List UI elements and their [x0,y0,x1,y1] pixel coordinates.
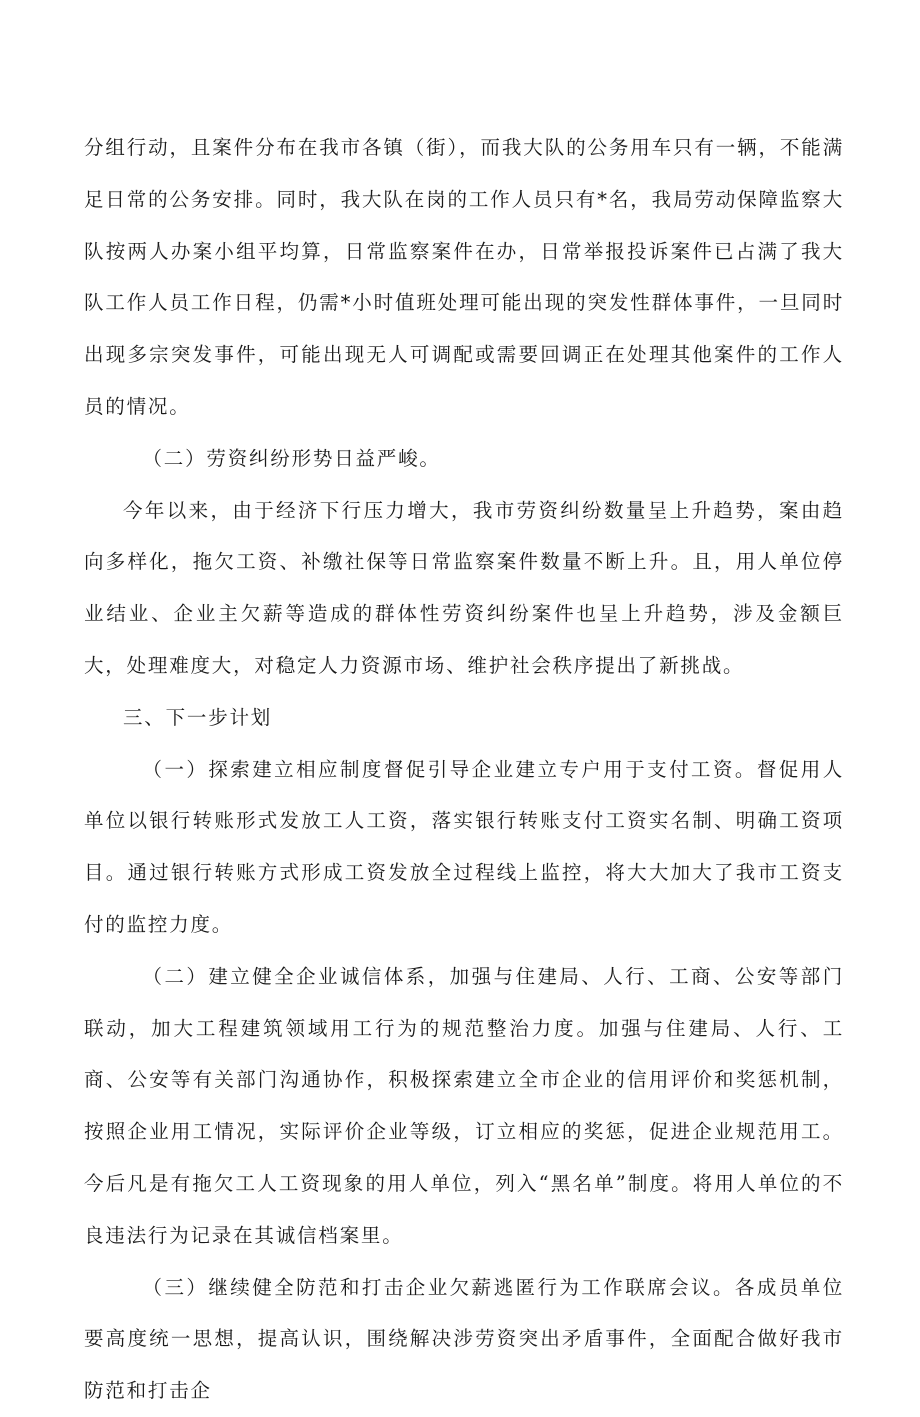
section-heading-next-steps: 三、下一步计划 [123,705,273,729]
paragraph-plan-one: （一）探索建立相应制度督促引导企业建立专户用于支付工资。督促用人单位以银行转账形式发放工人工资，落实银行转账支付工资实名制、明确工资项目。通过银行转账方式形成工资发放全过程线上监控，将大大加大了我市工资支付的监控力度。 [84,757,844,936]
paragraph-plan-three: （三）继续健全防范和打击企业欠薪逃匿行为工作联席会议。各成员单位要高度统一思想，提高认识，围绕解决涉劳资突出矛盾事件，全面配合做好我市防范和打击企 [84,1275,844,1403]
paragraph-plan-two: （二）建立健全企业诚信体系，加强与住建局、人行、工商、公安等部门联动，加大工程建筑领域用工行为的规范整治力度。加强与住建局、人行、工商、公安等有关部门沟通协作，积极探索建立全市企业的信用评价和奖惩机制，按照企业用工情况，实际评价企业等级，订立相应的奖惩，促进企业规范用工。今后凡是有拖欠工人工资现象的用人单位，列入“黑名单”制度。将用人单位的不良违法行为记录在其诚信档案里。 [84,964,844,1247]
section-heading-labor-disputes: （二）劳资纠纷形势日益严峻。 [142,446,441,470]
paragraph-continuation: 分组行动，且案件分布在我市各镇（街），而我大队的公务用车只有一辆，不能满足日常的公务安排。同时，我大队在岗的工作人员只有*名，我局劳动保障监察大队按两人办案小组平均算，日常监察案件在办，日常举报投诉案件已占满了我大队工作人员工作日程，仍需*小时值班处理可能出现的突发性群体事件，一旦同时出现多宗突发事件，可能出现无人可调配或需要回调正在处理其他案件的工作人员的情况。 [84,136,844,418]
document-body [84,122,844,1417]
paragraph-labor-disputes: 今年以来，由于经济下行压力增大，我市劳资纠纷数量呈上升趋势，案由趋向多样化，拖欠工资、补缴社保等日常监察案件数量不断上升。且，用人单位停业结业、企业主欠薪等造成的群体性劳资纠纷案件也呈上升趋势，涉及金额巨大，处理难度大，对稳定人力资源市场、维护社会秩序提出了新挑战。 [84,498,844,677]
